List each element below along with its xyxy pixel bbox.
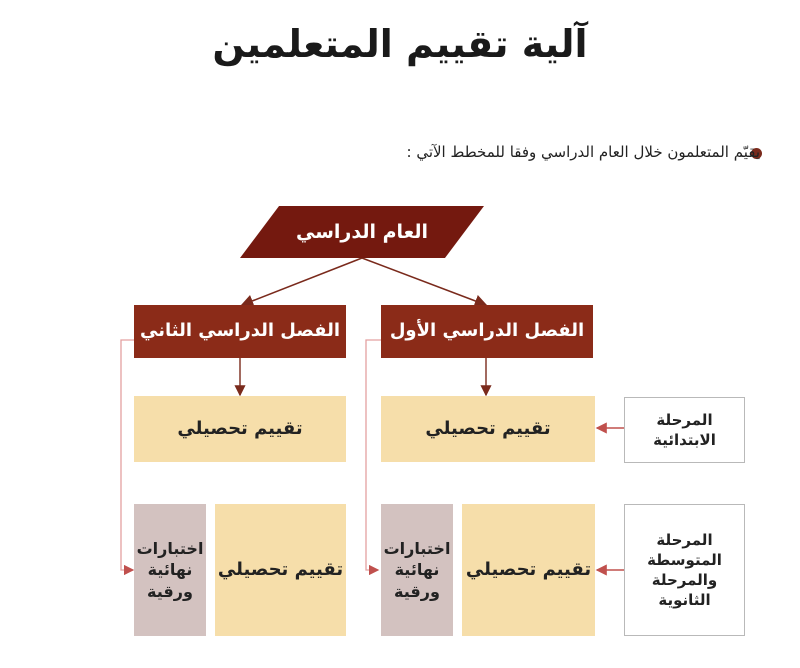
primary-stage-node: المرحلة الابتدائية — [624, 397, 745, 463]
pink-connector-right — [366, 340, 381, 570]
secondary-stage-node: المرحلة المتوسطة والمرحلة الثانوية — [624, 504, 745, 636]
arrow-root-to-sem1 — [362, 258, 486, 305]
semester1-node: الفصل الدراسي الأول — [381, 305, 593, 358]
pink-connector-left — [121, 340, 134, 570]
sem1-final-assessment-node: تقييم تحصيلي — [462, 504, 595, 636]
sem2-assessment-node: تقييم تحصيلي — [134, 396, 346, 462]
arrow-root-to-sem2 — [242, 258, 362, 305]
sem1-finals-node: اختبارات نهائية ورقية — [381, 504, 453, 636]
sem1-assessment-node: تقييم تحصيلي — [381, 396, 595, 462]
academic-year-label: العام الدراسي — [295, 221, 429, 243]
sem2-finals-node: اختبارات نهائية ورقية — [134, 504, 206, 636]
academic-year-node — [240, 206, 484, 258]
page-title: آلية تقييم المتعلمين — [212, 22, 588, 66]
intro-text: يقيّم المتعلمون خلال العام الدراسي وفقا للمخطط الآتي : — [406, 143, 760, 161]
sem2-final-assessment-node: تقييم تحصيلي — [215, 504, 346, 636]
semester2-node: الفصل الدراسي الثاني — [134, 305, 346, 358]
